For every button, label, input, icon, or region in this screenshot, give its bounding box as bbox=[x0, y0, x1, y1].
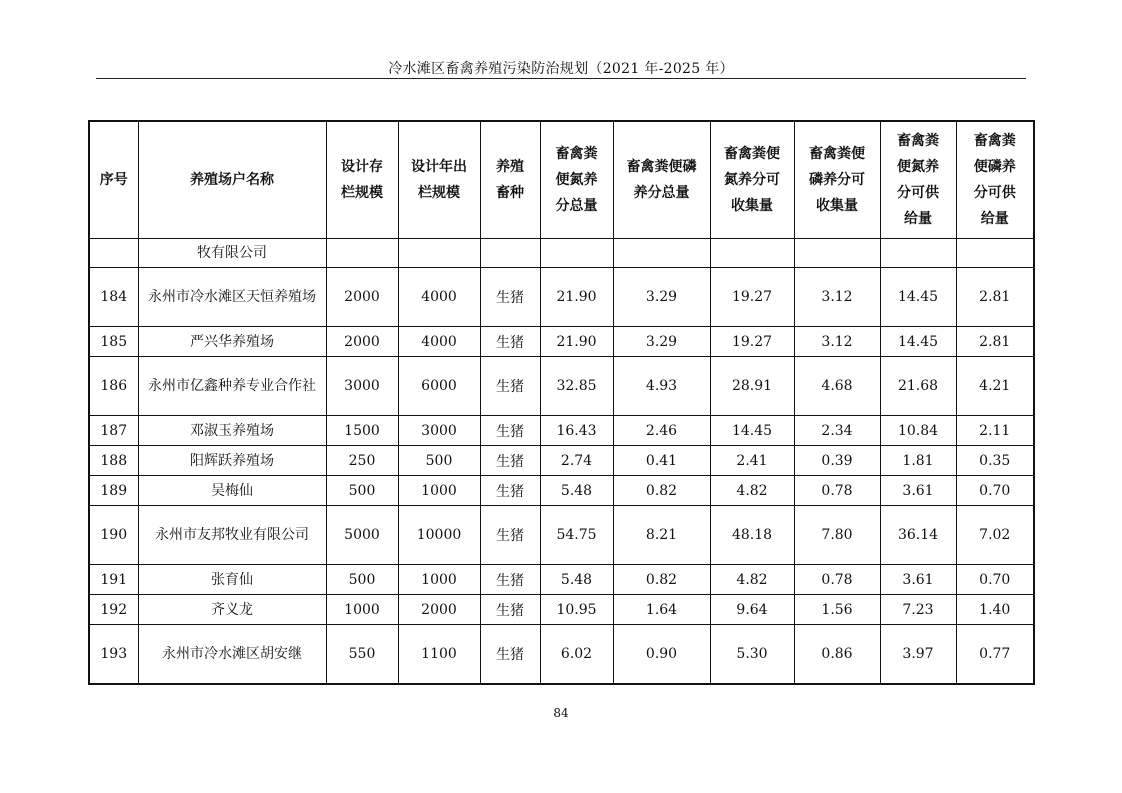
cell-annual: 1000 bbox=[398, 476, 480, 506]
cell-stock: 2000 bbox=[326, 327, 398, 357]
cell-n-collect: 5.30 bbox=[710, 625, 794, 685]
cell-name: 永州市冷水滩区胡安继 bbox=[138, 625, 326, 685]
cell-species: 生猪 bbox=[480, 268, 540, 327]
column-header-line: 便磷养 bbox=[973, 159, 1016, 175]
cell-annual: 2000 bbox=[398, 595, 480, 625]
column-header-line: 畜禽粪 bbox=[897, 133, 939, 149]
column-header-line: 氮养分可 bbox=[724, 172, 780, 188]
column-header-line: 磷养分可 bbox=[809, 172, 865, 188]
cell-p-supply: 4.21 bbox=[956, 357, 1034, 416]
cell-name: 吴梅仙 bbox=[138, 476, 326, 506]
cell-no: 193 bbox=[89, 625, 138, 685]
cell-n-supply: 1.81 bbox=[880, 446, 956, 476]
cell-no bbox=[89, 239, 138, 268]
cell-stock: 250 bbox=[326, 446, 398, 476]
cell-species bbox=[480, 239, 540, 268]
table-row bbox=[89, 416, 1034, 446]
column-header-line: 设计年出 bbox=[411, 159, 467, 175]
cell-p-supply: 2.81 bbox=[956, 268, 1034, 327]
table-row bbox=[89, 239, 1034, 268]
cell-annual: 10000 bbox=[398, 506, 480, 565]
cell-p-total: 0.41 bbox=[613, 446, 710, 476]
cell-p-total: 1.64 bbox=[613, 595, 710, 625]
cell-p-collect: 2.34 bbox=[794, 416, 880, 446]
cell-annual: 500 bbox=[398, 446, 480, 476]
header-divider bbox=[96, 78, 1026, 79]
cell-n-total: 5.48 bbox=[540, 565, 613, 595]
cell-n-collect: 14.45 bbox=[710, 416, 794, 446]
cell-no: 191 bbox=[89, 565, 138, 595]
column-header-line: 畜禽粪便 bbox=[809, 146, 865, 162]
cell-p-collect bbox=[794, 239, 880, 268]
table-row bbox=[89, 268, 1034, 327]
cell-no: 187 bbox=[89, 416, 138, 446]
column-header-phosphorus-collectable bbox=[794, 121, 880, 239]
column-header-design-stock bbox=[326, 121, 398, 239]
cell-p-collect: 1.56 bbox=[794, 595, 880, 625]
cell-n-supply: 3.61 bbox=[880, 476, 956, 506]
column-header-line: 分总量 bbox=[555, 198, 598, 214]
cell-p-collect: 3.12 bbox=[794, 327, 880, 357]
cell-n-total: 5.48 bbox=[540, 476, 613, 506]
column-header-line: 畜禽粪便磷 bbox=[626, 159, 697, 175]
table-row bbox=[89, 476, 1034, 506]
cell-annual: 1100 bbox=[398, 625, 480, 685]
column-header-line: 分可供 bbox=[897, 185, 939, 201]
column-header-line: 便氮养 bbox=[555, 172, 598, 188]
cell-n-total: 16.43 bbox=[540, 416, 613, 446]
column-header-line: 养殖 bbox=[496, 159, 524, 175]
cell-n-total: 32.85 bbox=[540, 357, 613, 416]
column-header-line: 给量 bbox=[980, 211, 1009, 227]
column-header-phosphorus-total bbox=[613, 121, 710, 239]
cell-stock bbox=[326, 239, 398, 268]
cell-stock: 550 bbox=[326, 625, 398, 685]
cell-n-collect: 4.82 bbox=[710, 565, 794, 595]
cell-p-total: 0.90 bbox=[613, 625, 710, 685]
cell-no: 184 bbox=[89, 268, 138, 327]
table-row bbox=[89, 565, 1034, 595]
cell-p-collect: 0.78 bbox=[794, 476, 880, 506]
cell-p-supply: 1.40 bbox=[956, 595, 1034, 625]
cell-n-supply bbox=[880, 239, 956, 268]
cell-species: 生猪 bbox=[480, 476, 540, 506]
cell-n-supply: 7.23 bbox=[880, 595, 956, 625]
cell-n-collect: 28.91 bbox=[710, 357, 794, 416]
cell-p-collect: 7.80 bbox=[794, 506, 880, 565]
cell-name: 邓淑玉养殖场 bbox=[138, 416, 326, 446]
cell-p-supply bbox=[956, 239, 1034, 268]
cell-annual: 6000 bbox=[398, 357, 480, 416]
cell-species: 生猪 bbox=[480, 565, 540, 595]
cell-name: 牧有限公司 bbox=[138, 239, 326, 268]
column-header-serial bbox=[89, 121, 138, 239]
cell-stock: 500 bbox=[326, 476, 398, 506]
table-row bbox=[89, 625, 1034, 685]
cell-species: 生猪 bbox=[480, 595, 540, 625]
cell-annual: 1000 bbox=[398, 565, 480, 595]
cell-n-collect: 19.27 bbox=[710, 327, 794, 357]
cell-n-supply: 3.97 bbox=[880, 625, 956, 685]
cell-name: 严兴华养殖场 bbox=[138, 327, 326, 357]
cell-p-supply: 0.35 bbox=[956, 446, 1034, 476]
column-header-line: 养殖场户名称 bbox=[190, 172, 274, 188]
cell-stock: 3000 bbox=[326, 357, 398, 416]
farm-nutrient-table bbox=[88, 120, 1035, 685]
column-header-line: 设计存 bbox=[341, 159, 383, 175]
cell-p-total: 4.93 bbox=[613, 357, 710, 416]
cell-name: 永州市友邦牧业有限公司 bbox=[138, 506, 326, 565]
cell-p-total bbox=[613, 239, 710, 268]
cell-stock: 5000 bbox=[326, 506, 398, 565]
column-header-farm-name bbox=[138, 121, 326, 239]
cell-species: 生猪 bbox=[480, 416, 540, 446]
column-header-line: 养分总量 bbox=[633, 185, 690, 201]
column-header-nitrogen-collectable bbox=[710, 121, 794, 239]
cell-stock: 500 bbox=[326, 565, 398, 595]
cell-n-total: 54.75 bbox=[540, 506, 613, 565]
cell-no: 192 bbox=[89, 595, 138, 625]
cell-no: 188 bbox=[89, 446, 138, 476]
cell-p-collect: 0.39 bbox=[794, 446, 880, 476]
cell-n-collect bbox=[710, 239, 794, 268]
cell-n-total: 10.95 bbox=[540, 595, 613, 625]
column-header-line: 收集量 bbox=[731, 198, 773, 214]
cell-species: 生猪 bbox=[480, 506, 540, 565]
cell-p-total: 8.21 bbox=[613, 506, 710, 565]
column-header-nitrogen-supply bbox=[880, 121, 956, 239]
cell-p-supply: 0.70 bbox=[956, 476, 1034, 506]
column-header-design-annual-output bbox=[398, 121, 480, 239]
cell-n-collect: 2.41 bbox=[710, 446, 794, 476]
cell-name: 阳辉跃养殖场 bbox=[138, 446, 326, 476]
document-header-title: 冷水滩区畜禽养殖污染防治规划（2021 年-2025 年） bbox=[388, 61, 734, 77]
column-header-line: 畜禽粪便 bbox=[724, 146, 780, 162]
cell-annual bbox=[398, 239, 480, 268]
cell-species: 生猪 bbox=[480, 625, 540, 685]
cell-p-supply: 0.70 bbox=[956, 565, 1034, 595]
cell-annual: 4000 bbox=[398, 327, 480, 357]
page-number: 84 bbox=[553, 706, 569, 720]
cell-p-total: 0.82 bbox=[613, 565, 710, 595]
column-header-line: 便氮养 bbox=[897, 159, 939, 175]
cell-p-total: 0.82 bbox=[613, 476, 710, 506]
cell-n-supply: 14.45 bbox=[880, 268, 956, 327]
column-header-line: 畜禽粪 bbox=[555, 146, 598, 162]
cell-no: 186 bbox=[89, 357, 138, 416]
cell-p-supply: 2.81 bbox=[956, 327, 1034, 357]
cell-species: 生猪 bbox=[480, 327, 540, 357]
cell-name: 永州市冷水滩区天恒养殖场 bbox=[138, 268, 326, 327]
cell-n-total: 21.90 bbox=[540, 327, 613, 357]
cell-no: 189 bbox=[89, 476, 138, 506]
cell-name: 永州市亿鑫种养专业合作社 bbox=[138, 357, 326, 416]
cell-n-supply: 36.14 bbox=[880, 506, 956, 565]
cell-p-total: 3.29 bbox=[613, 327, 710, 357]
cell-n-collect: 48.18 bbox=[710, 506, 794, 565]
column-header-nitrogen-total bbox=[540, 121, 613, 239]
table-body bbox=[89, 239, 1034, 685]
cell-p-collect: 3.12 bbox=[794, 268, 880, 327]
column-header-line: 给量 bbox=[904, 211, 932, 227]
cell-p-supply: 2.11 bbox=[956, 416, 1034, 446]
cell-p-total: 3.29 bbox=[613, 268, 710, 327]
cell-p-supply: 7.02 bbox=[956, 506, 1034, 565]
cell-no: 185 bbox=[89, 327, 138, 357]
cell-n-total: 2.74 bbox=[540, 446, 613, 476]
cell-n-collect: 19.27 bbox=[710, 268, 794, 327]
column-header-line: 序号 bbox=[99, 172, 128, 188]
cell-n-supply: 14.45 bbox=[880, 327, 956, 357]
cell-p-collect: 4.68 bbox=[794, 357, 880, 416]
cell-species: 生猪 bbox=[480, 357, 540, 416]
cell-n-supply: 21.68 bbox=[880, 357, 956, 416]
cell-no: 190 bbox=[89, 506, 138, 565]
cell-species: 生猪 bbox=[480, 446, 540, 476]
cell-p-collect: 0.78 bbox=[794, 565, 880, 595]
cell-annual: 4000 bbox=[398, 268, 480, 327]
cell-stock: 2000 bbox=[326, 268, 398, 327]
cell-name: 齐义龙 bbox=[138, 595, 326, 625]
column-header-line: 栏规模 bbox=[418, 185, 460, 201]
table-header-row bbox=[89, 121, 1034, 239]
column-header-species bbox=[480, 121, 540, 239]
cell-n-collect: 9.64 bbox=[710, 595, 794, 625]
table-row bbox=[89, 327, 1034, 357]
cell-n-total: 21.90 bbox=[540, 268, 613, 327]
cell-n-supply: 3.61 bbox=[880, 565, 956, 595]
column-header-line: 收集量 bbox=[816, 198, 858, 214]
cell-stock: 1000 bbox=[326, 595, 398, 625]
column-header-line: 栏规模 bbox=[341, 185, 383, 201]
column-header-line: 畜种 bbox=[496, 185, 524, 201]
cell-p-collect: 0.86 bbox=[794, 625, 880, 685]
cell-p-supply: 0.77 bbox=[956, 625, 1034, 685]
cell-stock: 1500 bbox=[326, 416, 398, 446]
table-row bbox=[89, 446, 1034, 476]
cell-n-collect: 4.82 bbox=[710, 476, 794, 506]
cell-n-total bbox=[540, 239, 613, 268]
cell-annual: 3000 bbox=[398, 416, 480, 446]
table-row bbox=[89, 357, 1034, 416]
cell-p-total: 2.46 bbox=[613, 416, 710, 446]
column-header-line: 畜禽粪 bbox=[973, 133, 1016, 149]
column-header-phosphorus-supply bbox=[956, 121, 1034, 239]
cell-n-supply: 10.84 bbox=[880, 416, 956, 446]
cell-n-total: 6.02 bbox=[540, 625, 613, 685]
table-row bbox=[89, 595, 1034, 625]
cell-name: 张育仙 bbox=[138, 565, 326, 595]
column-header-line: 分可供 bbox=[973, 185, 1016, 201]
table-row bbox=[89, 506, 1034, 565]
